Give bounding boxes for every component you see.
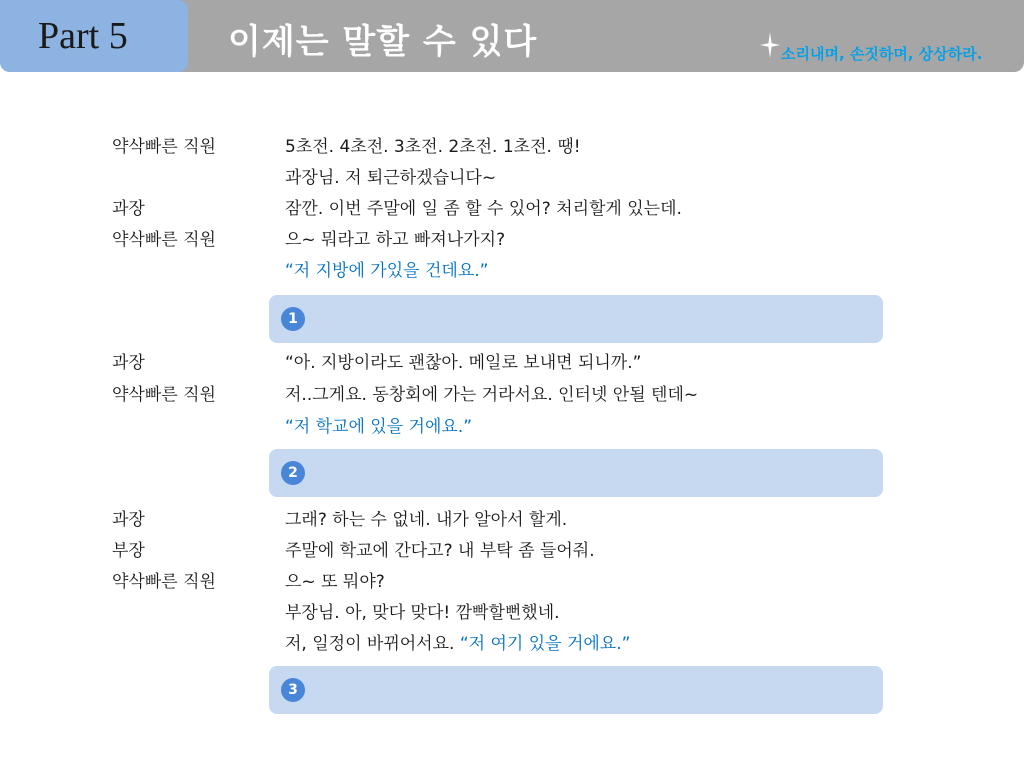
dialogue-line: 그래? 하는 수 없네. 내가 알아서 할게. — [285, 510, 568, 530]
speaker-label: 과장 — [112, 199, 145, 219]
answer-box-1[interactable] — [269, 295, 883, 343]
dialogue-line: 5초전. 4초전. 3초전. 2초전. 1초전. 땡! — [285, 137, 581, 157]
speaker-label: 부장 — [112, 541, 145, 561]
number-badge-3: 3 — [281, 678, 305, 702]
dialogue-line: 저..그게요. 동창회에 가는 거라서요. 인터넷 안될 텐데~ — [285, 385, 699, 405]
dialogue-line: 으~ 또 뭐야? — [285, 572, 385, 592]
dialogue-line: 잠깐. 이번 주말에 일 좀 할 수 있어? 처리할게 있는데. — [285, 199, 682, 219]
answer-box-2[interactable] — [269, 449, 883, 497]
dialogue-line-text: 저, 일정이 바뀌어서요. — [285, 634, 460, 654]
dialogue-line: 과장님. 저 퇴근하겠습니다~ — [285, 168, 497, 188]
part-label: Part 5 — [38, 15, 128, 57]
quoted-excuse: “저 여기 있을 거에요.” — [459, 634, 631, 654]
part-badge — [0, 0, 188, 72]
page-title: 이제는 말할 수 있다 — [228, 22, 538, 62]
quoted-excuse: “저 학교에 있을 거에요.” — [285, 417, 473, 437]
speaker-label: 약삭빠른 직원 — [112, 572, 216, 592]
speaker-label: 과장 — [112, 510, 145, 530]
number-badge-1: 1 — [281, 307, 305, 331]
slogan: 소리내며, 손짓하며, 상상하라. — [781, 45, 983, 63]
four-point-star-icon — [760, 32, 780, 58]
answer-box-3[interactable] — [269, 666, 883, 714]
speaker-label: 과장 — [112, 353, 145, 373]
speaker-label: 약삭빠른 직원 — [112, 230, 216, 250]
dialogue-line-mixed — [285, 633, 630, 655]
speaker-label: 약삭빠른 직원 — [112, 385, 216, 405]
dialogue-line: 으~ 뭐라고 하고 빠져나가지? — [285, 230, 506, 250]
dialogue-line: “아. 지방이라도 괜찮아. 메일로 보내면 되니까.” — [285, 353, 642, 373]
header-bar — [0, 0, 1024, 72]
number-badge-2: 2 — [281, 461, 305, 485]
speaker-label: 약삭빠른 직원 — [112, 137, 216, 157]
dialogue-line: 부장님. 아, 맞다 맞다! 깜빡할뻔했네. — [285, 603, 560, 623]
dialogue-line: 주말에 학교에 간다고? 내 부탁 좀 들어줘. — [285, 541, 595, 561]
quoted-excuse: “저 지방에 가있을 건데요.” — [285, 261, 489, 281]
